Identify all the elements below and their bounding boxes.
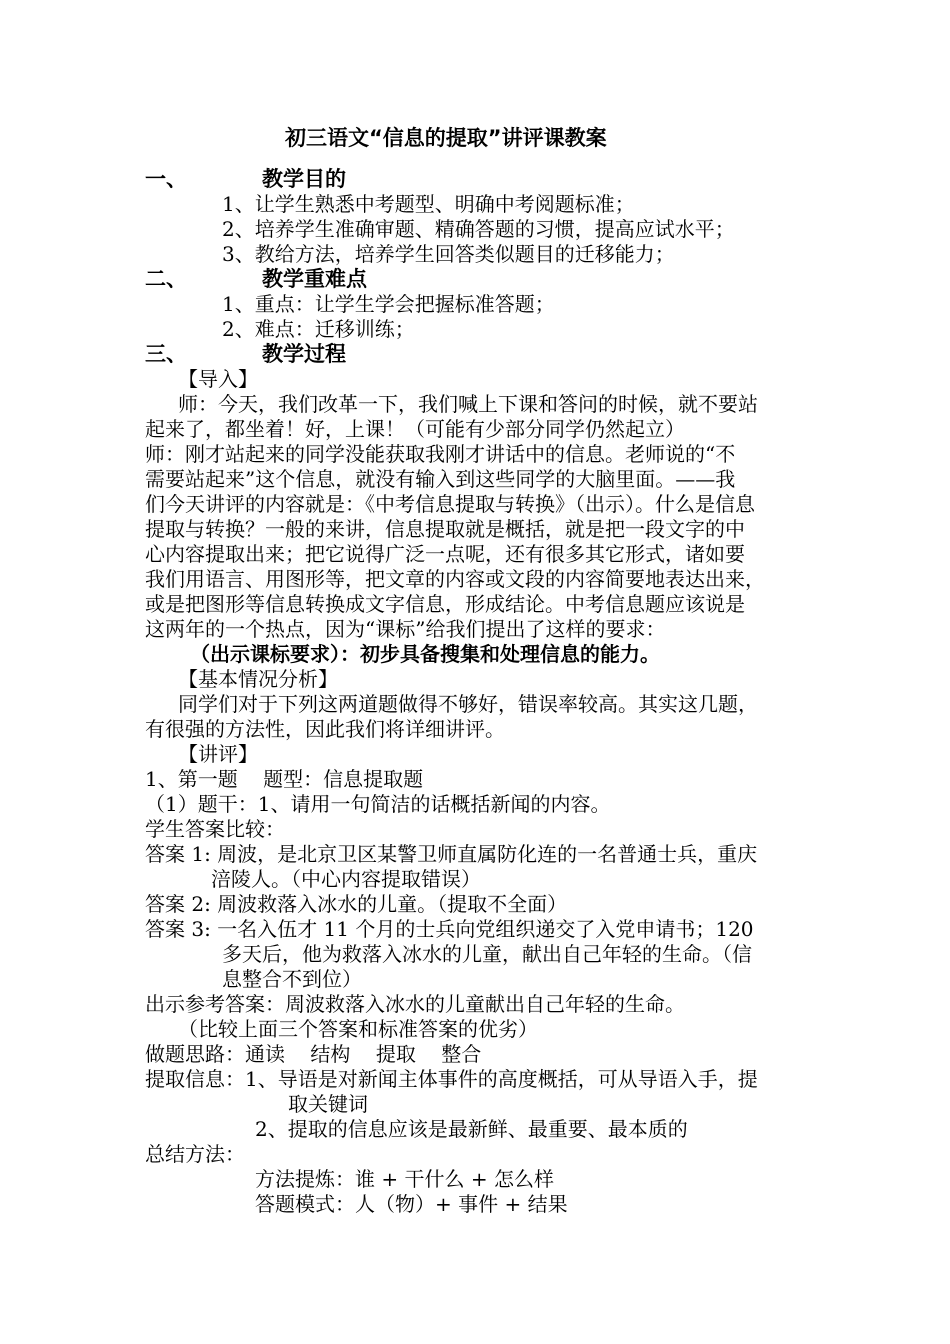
intro-line: 提取与转换？一般的来讲，信息提取就是概括，就是把一段文字的中 <box>145 517 745 541</box>
analysis-line: 同学们对于下列这两道题做得不够好，错误率较高。其实这几题， <box>178 692 758 716</box>
intro-line: 师：刚才站起来的同学没能获取我刚才讲话中的信息。老师说的“不 <box>145 442 736 466</box>
section1-item: 1、让学生熟悉中考题型、明确中考阅题标准； <box>222 192 635 216</box>
question-stem: （1）题干：1、请用一句简洁的话概括新闻的内容。 <box>145 792 611 816</box>
extract-info-2: 2、提取的信息应该是最新鲜、最重要、最本质的 <box>255 1117 688 1141</box>
extract-info-cont: 取关键词 <box>288 1092 368 1116</box>
thinking-steps: 做题思路：通读 结构 提取 整合 <box>145 1042 482 1066</box>
intro-line: 们今天讲评的内容就是：《中考信息提取与转换》（出示）。什么是信息 <box>145 492 755 516</box>
intro-line: 师：今天，我们改革一下，我们喊上下课和答问的时候，就不要站 <box>178 392 758 416</box>
question-1: 1、第一题 题型：信息提取题 <box>145 767 424 791</box>
answer-2: 答案 2: 周波救落入冰水的儿童。（提取不全面） <box>145 892 568 916</box>
answer-3-cont: 多天后，他为救落入冰水的儿童，献出自己年轻的生命。（信 <box>222 942 752 966</box>
answers-compare-label: 学生答案比较： <box>145 817 285 841</box>
review-label: 【讲评】 <box>178 742 258 766</box>
intro-line: 起来了，都坐着！好，上课！（可能有少部分同学仍然起立） <box>145 417 685 441</box>
answer-3-cont: 息整合不到位） <box>222 967 362 991</box>
section1-heading: 教学目的 <box>262 167 346 191</box>
intro-line: 或是把图形等信息转换成文字信息，形成结论。中考信息题应该说是 <box>145 592 745 616</box>
extract-info: 提取信息：1、导语是对新闻主体事件的高度概括，可从导语入手，提 <box>145 1067 758 1091</box>
answer-3: 答案 3: 一名入伍才 11 个月的士兵向党组织递交了入党申请书；120 <box>145 917 754 941</box>
reference-answer: 出示参考答案：周波救落入冰水的儿童献出自己年轻的生命。 <box>145 992 685 1016</box>
section1-number: 一、 <box>145 167 187 191</box>
intro-line: 这两年的一个热点，因为“课标”给我们提出了这样的要求： <box>145 617 666 641</box>
analysis-label: 【基本情况分析】 <box>178 667 338 691</box>
curriculum-standard: （出示课标要求）：初步具备搜集和处理信息的能力。 <box>190 642 660 666</box>
intro-line: 心内容提取出来；把它说得广泛一点呢，还有很多其它形式，诸如要 <box>145 542 745 566</box>
section2-heading: 教学重难点 <box>262 267 367 291</box>
method-formula: 方法提炼：谁 + 干什么 + 怎么样 <box>255 1167 554 1191</box>
answer-1: 答案 1: 周波，是北京卫区某警卫师直属防化连的一名普通士兵，重庆 <box>145 842 758 866</box>
analysis-line: 有很强的方法性，因此我们将详细讲评。 <box>145 717 505 741</box>
section3-heading: 教学过程 <box>262 342 346 366</box>
section2-number: 二、 <box>145 267 187 291</box>
document-title: 初三语文“信息的提取”讲评课教案 <box>285 126 607 150</box>
summary-label: 总结方法： <box>145 1142 245 1166</box>
intro-line: 需要站起来”这个信息，就没有输入到这些同学的大脑里面。——我 <box>145 467 736 491</box>
section1-item: 2、培养学生准确审题、精确答题的习惯，提高应试水平； <box>222 217 735 241</box>
compare-note: （比较上面三个答案和标准答案的优劣） <box>178 1017 538 1041</box>
answer-1-cont: 涪陵人。（中心内容提取错误） <box>211 867 481 891</box>
intro-label: 【导入】 <box>178 367 258 391</box>
section1-item: 3、教给方法，培养学生回答类似题目的迁移能力； <box>222 242 675 266</box>
answer-pattern: 答题模式：人（物）+ 事件 + 结果 <box>255 1192 568 1216</box>
section3-number: 三、 <box>145 342 187 366</box>
intro-line: 我们用语言、用图形等，把文章的内容或文段的内容简要地表达出来， <box>145 567 765 591</box>
section2-item: 1、重点：让学生学会把握标准答题； <box>222 292 555 316</box>
section2-item: 2、难点：迁移训练； <box>222 317 415 341</box>
